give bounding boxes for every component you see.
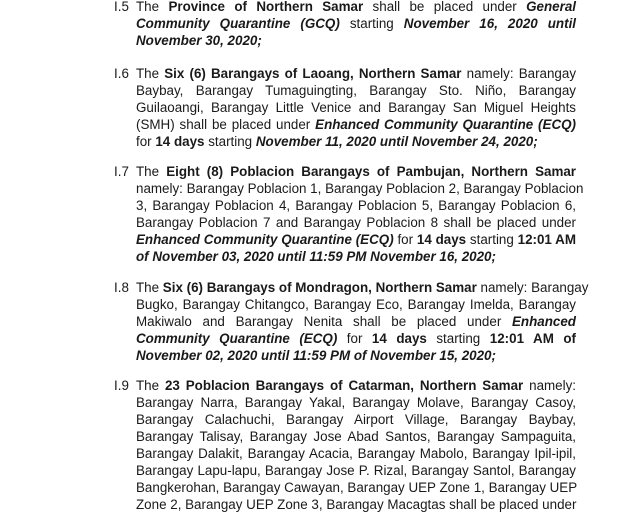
item-i8 — [114, 279, 589, 364]
item-number: I.7 — [114, 164, 129, 179]
text-run: starting — [339, 16, 404, 31]
text-run: The — [136, 66, 165, 81]
text-run: shall be placed under — [363, 0, 527, 14]
text-line — [136, 231, 576, 248]
text-run: Makiwalo and Barangay Nenita shall be placed under — [136, 314, 512, 329]
text-line — [136, 445, 576, 462]
text-line — [136, 197, 576, 214]
item-number: I.6 — [114, 66, 129, 81]
text-line — [136, 65, 576, 82]
text-line — [136, 99, 576, 116]
text-run: Six (6) Barangays of Mondragon, Northern Samar — [162, 280, 477, 295]
text-line — [136, 377, 576, 394]
item-number: I.5 — [114, 0, 129, 14]
text-run: (SMH) shall be placed under — [136, 117, 316, 132]
text-run: 3, Barangay Poblacion 4, Barangay Poblacion 5, Barangay Poblacion 6, — [136, 198, 576, 213]
text-run: Community Quarantine (ECQ) — [136, 331, 338, 346]
text-run: namely: Barangay Poblacion 1, Barangay Poblacion 2, Barangay Poblacion — [136, 181, 584, 196]
text-run: Barangay Dalakit, Barangay Acacia, Barangay Mabolo, Barangay Ipil-ipil, — [136, 446, 576, 461]
text-run: starting — [204, 134, 256, 149]
text-run: 23 Poblacion Barangays of Catarman, Northern Samar — [164, 378, 524, 393]
text-line — [136, 347, 576, 364]
text-run: Baybay, Barangay Tumaguingting, Barangay Sto. Niño, Barangay — [136, 83, 576, 98]
text-run: namely: Barangay — [476, 280, 589, 295]
text-line — [136, 330, 576, 347]
text-line — [136, 163, 576, 180]
text-run: starting — [426, 331, 490, 346]
item-number: I.9 — [114, 378, 129, 393]
text-run: Enhanced Community Quarantine (ECQ) — [315, 117, 576, 132]
text-run: The — [136, 0, 169, 14]
text-line — [136, 116, 576, 133]
text-run: for — [136, 134, 156, 149]
text-line — [136, 496, 576, 513]
text-run: of November 03, 2020 until 11:59 PM November 16, 2020; — [136, 249, 496, 264]
text-line — [136, 279, 589, 296]
text-run: 14 days — [416, 232, 467, 247]
text-line — [136, 462, 576, 479]
text-line — [136, 133, 576, 150]
text-line — [136, 479, 576, 496]
text-run: namely: — [523, 378, 577, 393]
text-run: Barangay Calachuchi, Barangay Airport Village, Barangay Baybay, — [136, 412, 576, 427]
text-run: Six (6) Barangays of Laoang, Northern Samar — [164, 66, 462, 81]
text-line — [136, 394, 576, 411]
text-line — [136, 296, 576, 313]
text-line — [136, 32, 576, 49]
text-line — [136, 428, 576, 445]
item-i6 — [114, 65, 577, 150]
text-line — [136, 0, 576, 15]
text-line — [136, 82, 576, 99]
text-line — [136, 313, 576, 330]
text-run: The — [136, 164, 167, 179]
text-run: Barangay Lapu-lapu, Barangay Jose P. Rizal, Barangay Santol, Barangay — [136, 463, 576, 478]
item-body — [136, 0, 576, 49]
text-run: The — [136, 280, 163, 295]
item-i9 — [114, 377, 578, 513]
text-run: General — [526, 0, 576, 14]
text-run: November 30, 2020; — [136, 33, 262, 48]
text-run: for — [393, 232, 417, 247]
text-run: 14 days — [371, 331, 427, 346]
text-run: The — [136, 378, 165, 393]
text-line — [136, 15, 576, 32]
text-run: 14 days — [155, 134, 205, 149]
text-line — [136, 248, 576, 265]
text-run: namely: Barangay — [461, 66, 577, 81]
text-run: starting — [466, 232, 518, 247]
text-run: Enhanced — [512, 314, 576, 329]
item-body — [136, 65, 576, 150]
text-line — [136, 180, 584, 197]
item-body — [136, 377, 576, 513]
item-i7 — [114, 163, 584, 265]
item-body — [136, 163, 584, 265]
text-run: Barangay Talisay, Barangay Jose Abad Santos, Barangay Sampaguita, — [136, 429, 576, 444]
text-run: Barangay Poblacion 7 and Barangay Poblacion 8 shall be placed under — [136, 215, 576, 230]
text-run: Province of Northern Samar — [168, 0, 364, 14]
text-run: Bugko, Barangay Chitangco, Barangay Eco, Barangay Imelda, Barangay — [136, 297, 576, 312]
text-run: Community Quarantine (GCQ) — [136, 16, 340, 31]
text-run: 12:01 AM — [517, 232, 576, 247]
text-run: November 02, 2020 until 11:59 PM of November 15, 2020; — [136, 348, 496, 363]
text-run: Guilaoangi, Barangay Little Venice and Barangay San Miguel Heights — [136, 100, 576, 115]
text-run: November 11, 2020 until November 24, 2020; — [255, 134, 538, 149]
item-body — [136, 279, 589, 364]
text-run: Eight (8) Poblacion Barangays of Pambujan, Northern Samar — [166, 164, 577, 179]
text-run: Bangkerohan, Barangay Cawayan, Barangay UEP Zone 1, Barangay UEP — [136, 480, 578, 495]
item-number: I.8 — [114, 280, 129, 295]
text-run: Enhanced Community Quarantine (ECQ) — [136, 232, 394, 247]
text-line — [136, 411, 576, 428]
text-run: November 16, 2020 until — [403, 16, 577, 31]
item-i5 — [114, 0, 577, 49]
text-run: 12:01 AM of — [489, 331, 576, 346]
text-run: Zone 2, Barangay UEP Zone 3, Barangay Macagtas shall be placed under — [136, 497, 577, 512]
text-line — [136, 214, 576, 231]
text-run: for — [337, 331, 372, 346]
text-run: Barangay Narra, Barangay Yakal, Barangay Molave, Barangay Casoy, — [136, 395, 576, 410]
